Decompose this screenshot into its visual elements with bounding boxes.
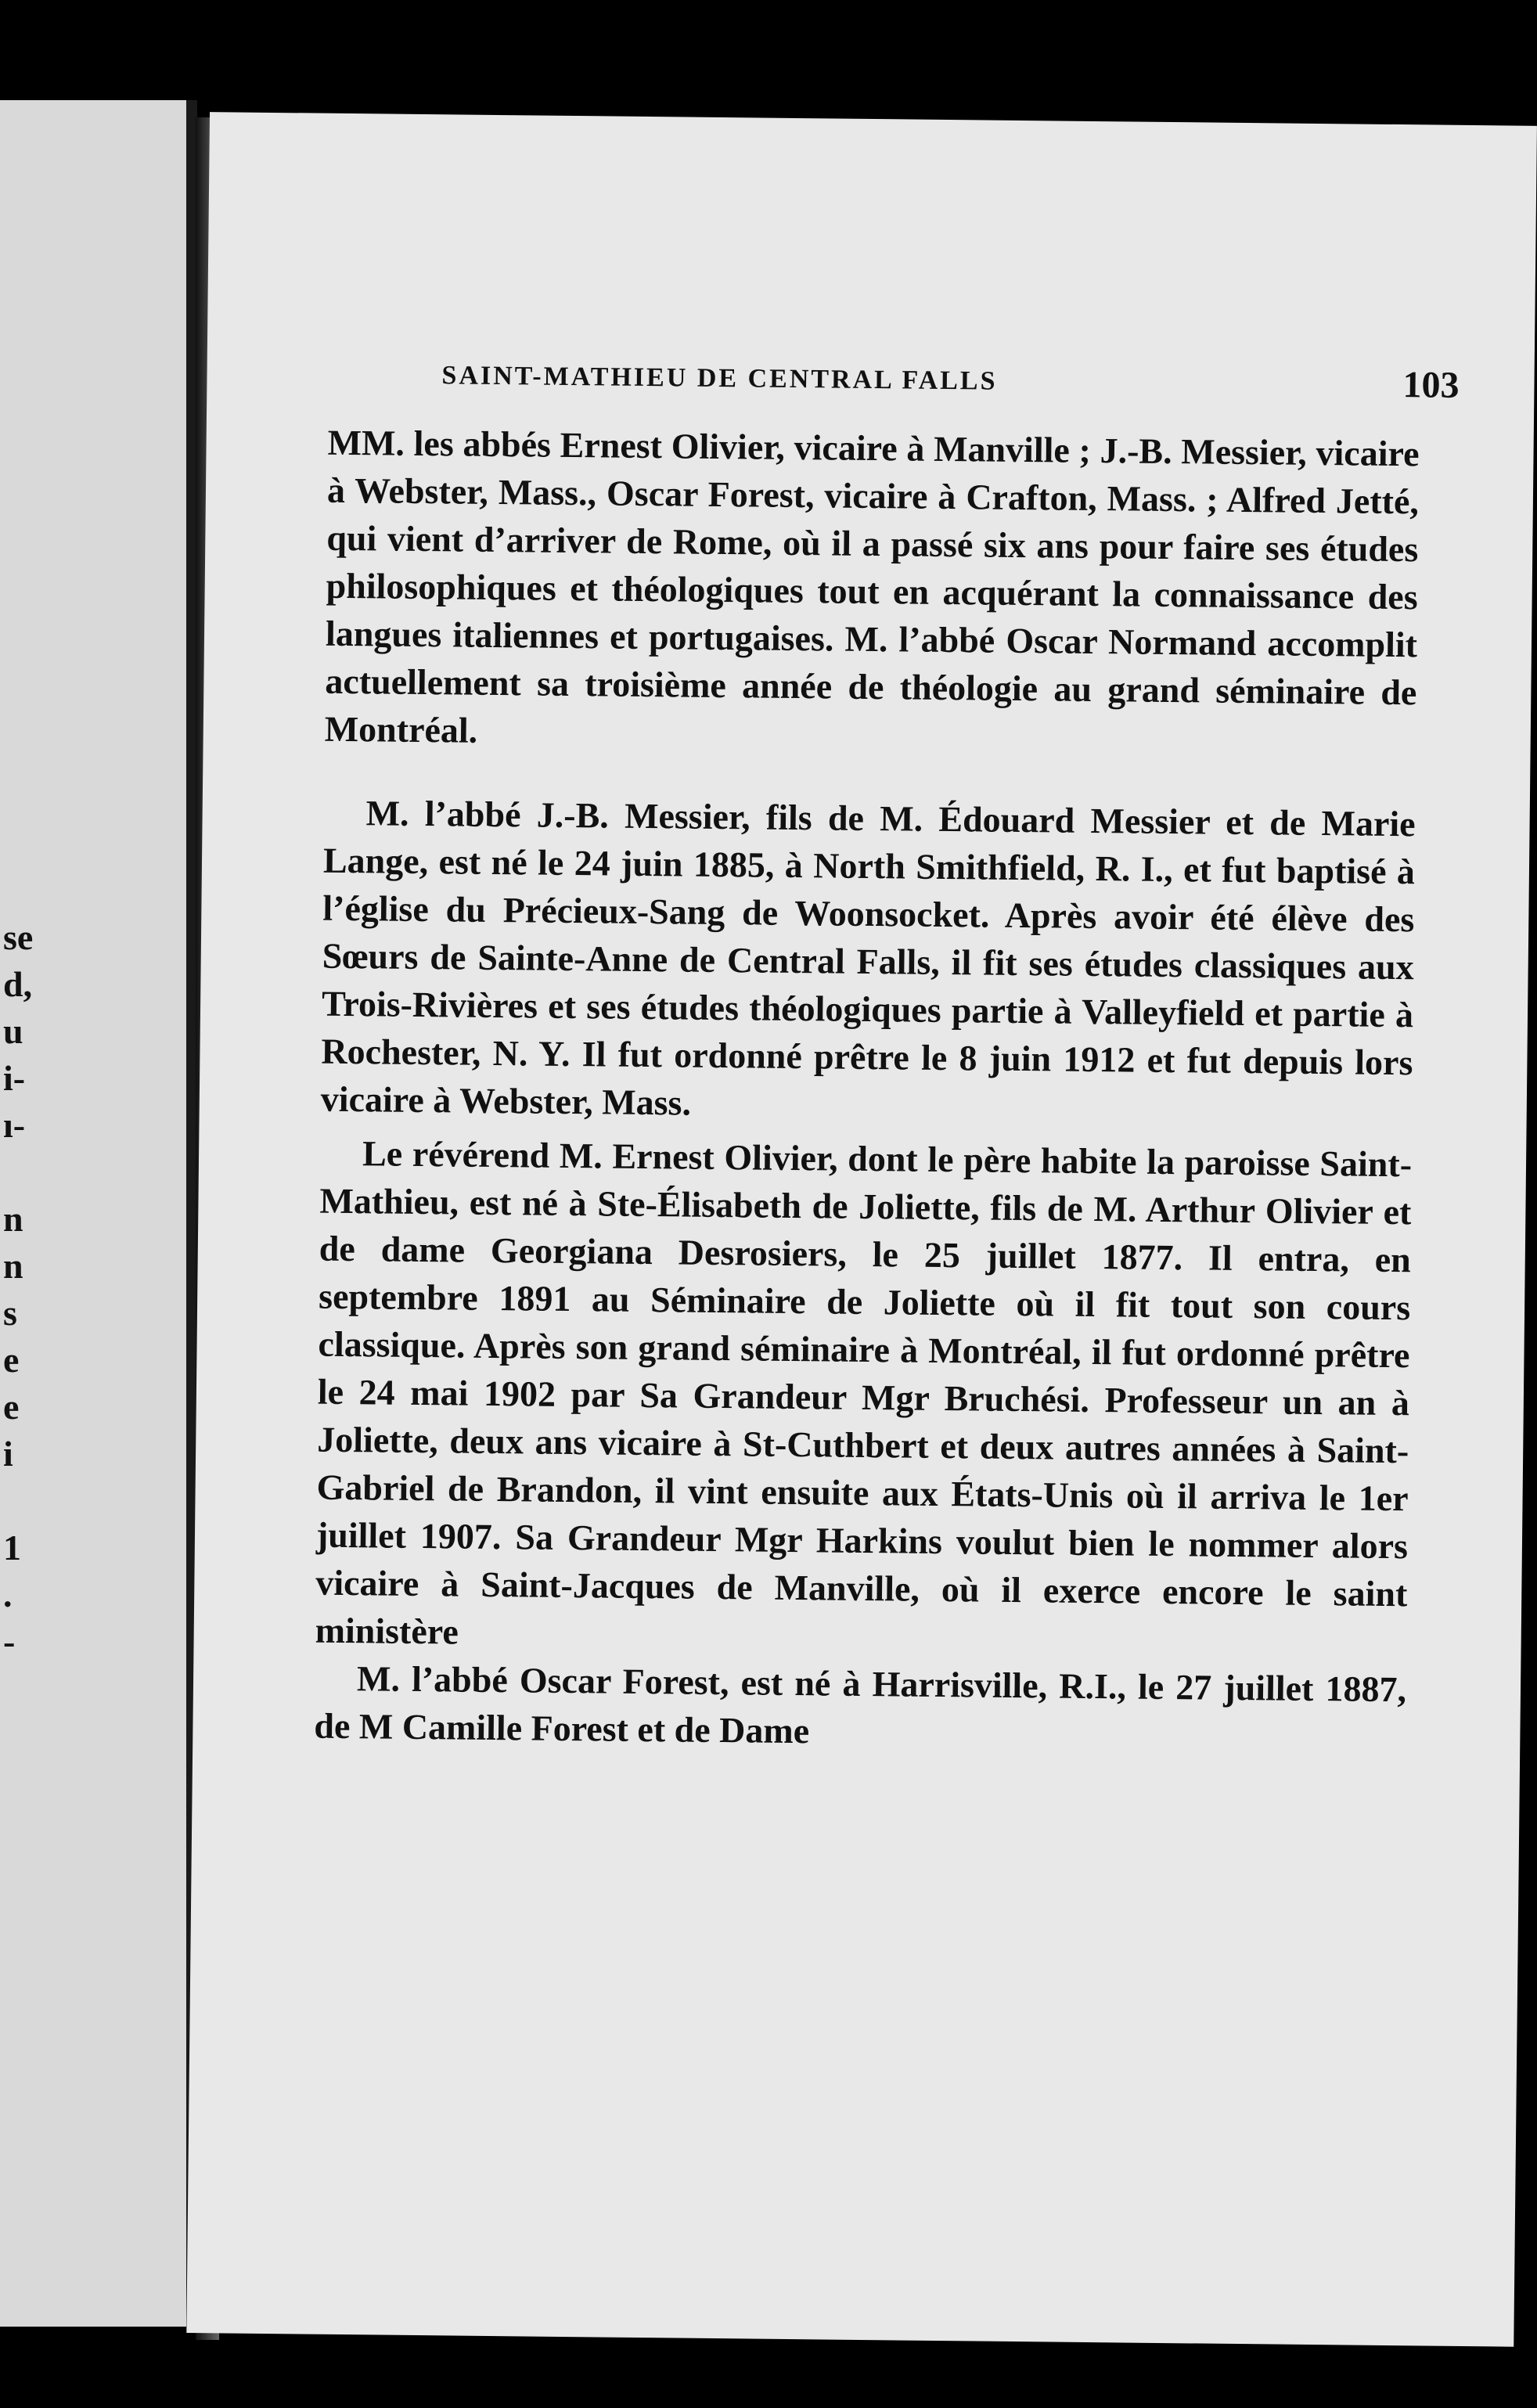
previous-page-edge xyxy=(0,100,197,2327)
fragment-line xyxy=(0,1478,47,1524)
fragment-line: s xyxy=(3,1293,17,1333)
fragment-line: se xyxy=(3,917,34,957)
fragment-line: u xyxy=(3,1011,23,1051)
running-title: SAINT-MATHIEU DE CENTRAL FALLS xyxy=(441,361,998,396)
paragraph: Le révérend M. Ernest Olivier, dont le père habite la paroisse Saint-Mathieu, est né à Ste-Élisabeth de Joliette, fils de M. Arthur Olivier et de dame Georgiana Desrosiers, le 25 juillet 1877. Il entra, en septembre 1891 au Séminaire de Joliette où il fit tout son cours classique. Après son grand séminaire à Montréal, il fut ordonné prêtre le 24 mai 1902 par Sa Grandeur Mgr Bruchési. Professeur un an à Joliette, deux ans vicaire à St-Cuthbert et deux autres années à Saint-Gabriel de Brandon, il vint ensuite aux États-Unis où il arriva le 1er juillet 1907. Sa Grandeur Mgr Harkins voulut bien le nommer alors vicaire à Saint-Jacques de Manville, où il exerce encore le saint ministère xyxy=(315,1133,1413,1652)
fragment-line: e xyxy=(3,1340,20,1380)
paragraph: MM. les abbés Ernest Olivier, vicaire à Manville ; J.-B. Messier, vicaire à Webster, Mass., Oscar Forest, vicaire à Crafton, Mass. ; Alfred Jetté, qui vient d’arriver de Rome, où il a passé six ans pour faire ses études philosophiques et théologiques tout en acquérant la connaissance des langues italiennes et portugaises. M. l’abbé Oscar Normand accomplit actuellement sa troisième année de théologie au grand séminaire de Montréal. xyxy=(324,422,1420,750)
fragment-line: n xyxy=(3,1199,23,1239)
previous-page-fragments xyxy=(0,914,47,1665)
fragment-line xyxy=(0,1149,47,1196)
fragment-line: . xyxy=(3,1575,13,1614)
page-number: 103 xyxy=(1402,364,1460,406)
book-page xyxy=(186,112,1537,2347)
paragraph: M. l’abbé Oscar Forest, est né à Harrisville, R.I., le 27 juillet 1887, de M Camille Forest et de Dame xyxy=(314,1658,1407,1751)
fragment-line: i- xyxy=(3,1058,26,1098)
fragment-line: ı- xyxy=(3,1105,26,1145)
fragment-line: n xyxy=(3,1246,23,1286)
fragment-line: - xyxy=(3,1622,16,1661)
paragraph: M. l’abbé J.-B. Messier, fils de M. Édouard Messier et de Marie Lange, est né le 24 juin 1885, à North Smithfield, R. I., et fut baptisé à l’église du Précieux-Sang de Woonsocket. Après avoir été élève des Sœurs de Sainte-Anne de Central Falls, il fit ses études classiques aux Trois-Rivières et ses études théologiques partie à Valleyfield et partie à Rochester, N. Y. Il fut ordonné prêtre le 8 juin 1912 et fut depuis lors vicaire à Webster, Mass. xyxy=(320,793,1416,1123)
body-text xyxy=(314,419,1420,1762)
fragment-line: e xyxy=(3,1387,20,1427)
running-header xyxy=(441,353,1460,419)
fragment-line: 1 xyxy=(3,1528,21,1568)
fragment-line: d, xyxy=(3,964,33,1004)
fragment-line: i xyxy=(3,1434,13,1474)
